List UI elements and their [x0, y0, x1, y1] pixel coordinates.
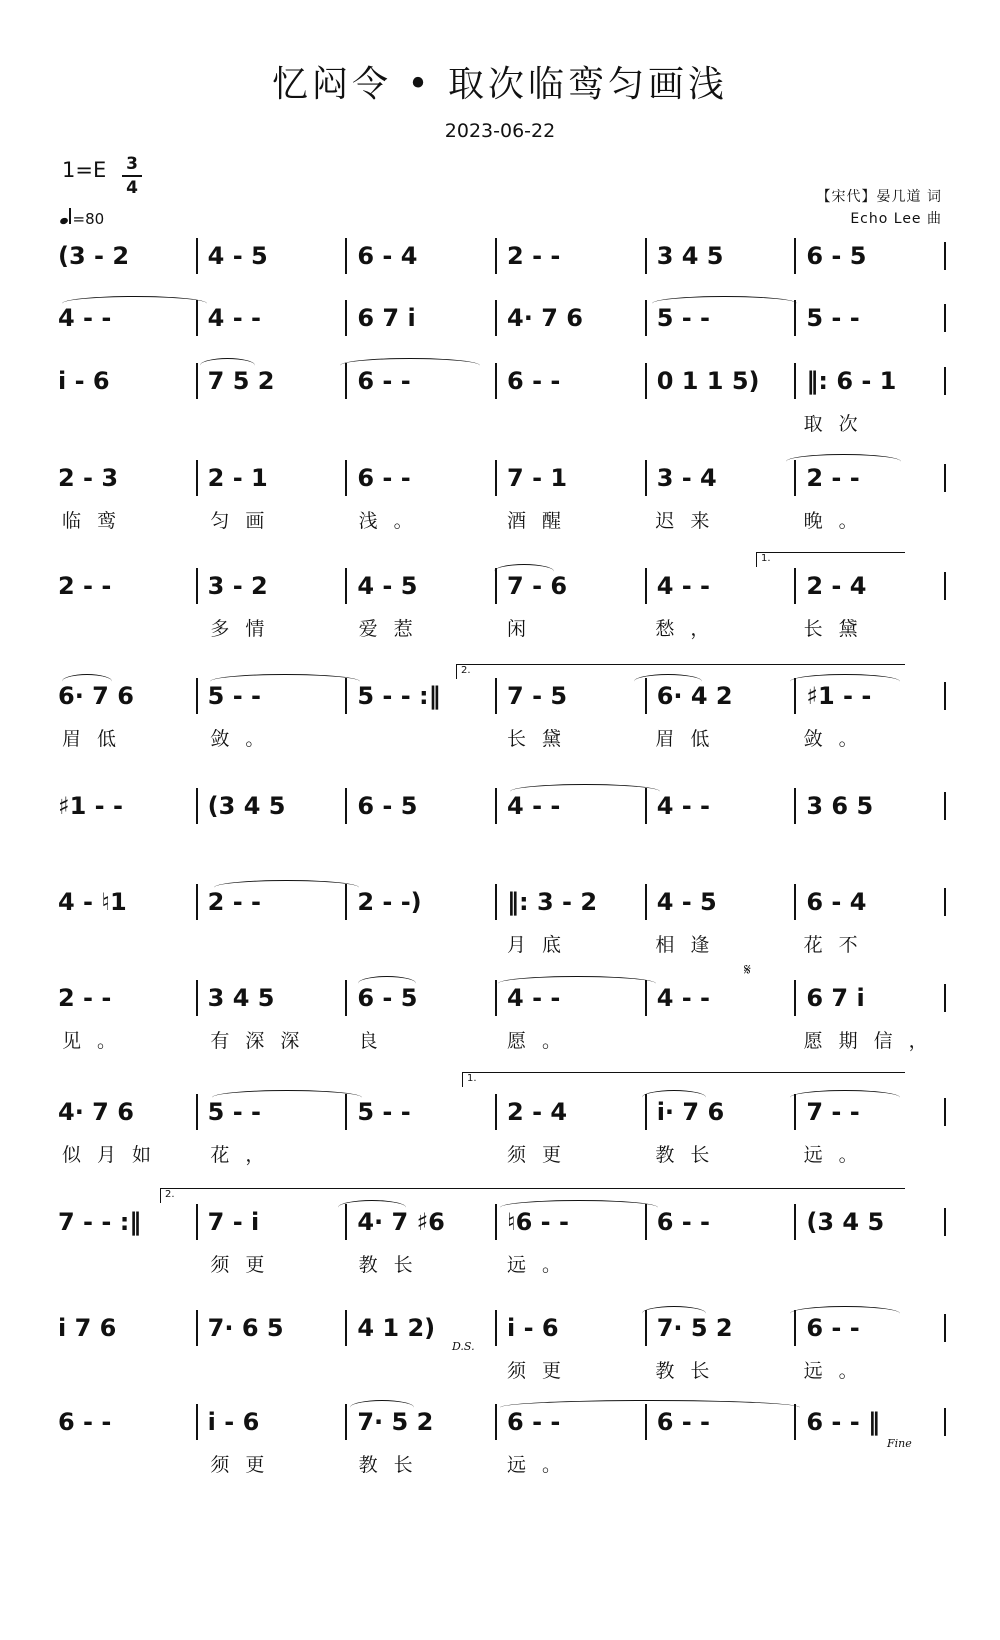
- measure: i· 7 6: [645, 1094, 795, 1130]
- barline: [944, 304, 946, 332]
- lyric-segment: [647, 409, 795, 439]
- measure: 4 - -: [645, 788, 795, 824]
- lyric-segment: [202, 409, 350, 439]
- lyric-segment: 远。: [803, 1144, 874, 1166]
- lyric-segment: 浅。: [358, 510, 429, 532]
- segno-mark: 𝄋: [744, 960, 751, 979]
- notes-row: [54, 788, 946, 824]
- lyric-segment: 匀画: [210, 510, 281, 532]
- time-signature-top: 3: [126, 154, 138, 174]
- barline: [944, 572, 946, 600]
- lyric-segment: [54, 1356, 202, 1386]
- fraction-bar: [122, 175, 142, 177]
- measure: 4· 7 ♯6: [345, 1204, 495, 1240]
- score-system: [54, 460, 946, 530]
- slur: [642, 1090, 706, 1105]
- measure: 7 - -: [794, 1094, 944, 1130]
- lyric-segment: 取次: [803, 413, 874, 435]
- measure: 6· 4 2: [645, 678, 795, 714]
- lyric-segment: [54, 1450, 202, 1480]
- measure: 7 - 1: [495, 460, 645, 496]
- lyric-segment: 愁，: [655, 618, 726, 640]
- measure: 3 - 4: [645, 460, 795, 496]
- measure: 6 - 5: [345, 788, 495, 824]
- barline: [944, 682, 946, 710]
- measure: ♯1 - -: [794, 678, 944, 714]
- measure: (3 - 2: [58, 242, 130, 270]
- lyric-segment: 须更: [506, 1360, 577, 1382]
- lyric-segment: 远。: [506, 1454, 577, 1476]
- lyric-segment: 教长: [358, 1454, 429, 1476]
- measure: 4 - 5: [196, 238, 346, 274]
- measure: 4· 7 6: [495, 300, 645, 336]
- measure: 4 - -: [645, 980, 795, 1016]
- lyric-segment: 教长: [655, 1144, 726, 1166]
- measure: 4 1 2): [345, 1310, 495, 1346]
- measure: 6 7 i: [794, 980, 944, 1016]
- lyric-segment: [351, 930, 499, 960]
- slur: [500, 1400, 800, 1415]
- lyric-segment: 愿期信，: [803, 1030, 944, 1052]
- measure: 4 - -: [495, 788, 645, 824]
- slur: [510, 784, 660, 799]
- measure: 3 4 5: [196, 980, 346, 1016]
- measure: 5 - -: [196, 678, 346, 714]
- measure: 4 - -: [196, 300, 346, 336]
- measure: i - 6: [196, 1404, 346, 1440]
- measure: 6 - -: [58, 1408, 112, 1436]
- measure: 6 - 4: [345, 238, 495, 274]
- lyric-segment: 眉低: [655, 728, 726, 750]
- measure: ♯1 - -: [58, 792, 123, 820]
- lyric-segment: 长黛: [803, 618, 874, 640]
- lyric-segment: [499, 409, 647, 439]
- score-system: [54, 788, 946, 858]
- measure: 2 - -: [794, 460, 944, 496]
- barline: [944, 1408, 946, 1436]
- lyrics-row: [54, 409, 946, 439]
- measure: 6 - -: [495, 363, 645, 399]
- lyric-segment: [54, 614, 202, 644]
- lyric-segment: 须更: [210, 1254, 281, 1276]
- lyric-segment: 须更: [210, 1454, 281, 1476]
- measure: 2 - -: [58, 572, 112, 600]
- measure: 3 - 2: [196, 568, 346, 604]
- measure: 2 - 3: [58, 464, 119, 492]
- measure: 6 - -: [495, 1404, 645, 1440]
- measure: 6· 7 6: [58, 682, 134, 710]
- slur: [212, 1090, 362, 1105]
- lyric-segment: [54, 409, 202, 439]
- slur: [62, 674, 112, 689]
- ds-mark: D.S.: [452, 1340, 475, 1353]
- measure: 6 - 5: [794, 238, 944, 274]
- measure: 2 - 1: [196, 460, 346, 496]
- lyricist: 【宋代】晏几道 词: [816, 189, 942, 205]
- slur: [494, 564, 554, 579]
- measure: 4 - -: [58, 304, 112, 332]
- measure: 6 7 i: [345, 300, 495, 336]
- measure: 7· 5 2: [345, 1404, 495, 1440]
- lyric-segment: 酒醒: [506, 510, 577, 532]
- lyric-segment: 有深深: [210, 1030, 316, 1052]
- measure: 2 - 4: [495, 1094, 645, 1130]
- slur: [350, 1400, 414, 1415]
- barline: [944, 367, 946, 395]
- lyric-segment: [647, 1250, 795, 1280]
- lyrics-row: [54, 506, 946, 536]
- measure: 7· 6 5: [196, 1310, 346, 1346]
- lyric-segment: 花，: [210, 1144, 281, 1166]
- lyrics-row: [54, 1356, 946, 1386]
- measure: 4 - 5: [645, 884, 795, 920]
- measure: 5 - -: [794, 300, 944, 336]
- slur: [786, 454, 901, 469]
- measure: 2 - -): [345, 884, 495, 920]
- lyric-segment: 多情: [210, 618, 281, 640]
- measure: 7· 5 2: [645, 1310, 795, 1346]
- lyric-segment: 须更: [506, 1144, 577, 1166]
- lyric-segment: 长黛: [506, 728, 577, 750]
- measure: 5 - -: [345, 1094, 495, 1130]
- barline: [944, 464, 946, 492]
- measure: 5 - -: [196, 1094, 346, 1130]
- barline: [944, 242, 946, 270]
- measure: 6 - -: [645, 1204, 795, 1240]
- lyric-segment: 远。: [803, 1360, 874, 1382]
- measure: i - 6: [58, 367, 110, 395]
- slur: [358, 976, 416, 991]
- lyric-segment: 眉低: [62, 728, 133, 750]
- lyric-segment: 远。: [506, 1254, 577, 1276]
- lyric-segment: 教长: [358, 1254, 429, 1276]
- slur: [210, 674, 360, 689]
- slur: [214, 880, 359, 895]
- lyric-segment: [351, 409, 499, 439]
- date: 2023-06-22: [444, 120, 556, 142]
- lyric-segment: 闲: [506, 618, 542, 640]
- lyric-segment: [647, 1450, 795, 1480]
- measure: 4 - -: [495, 980, 645, 1016]
- lyric-segment: 良: [358, 1030, 394, 1052]
- time-signature: [122, 154, 142, 198]
- measure: ‖: 3 - 2: [495, 884, 645, 920]
- lyric-segment: 临鸾: [62, 510, 133, 532]
- measure: 4· 7 6: [58, 1098, 134, 1126]
- measure: 4 - ♮1: [58, 888, 127, 916]
- measure: 3 4 5: [645, 238, 795, 274]
- lyrics-row: [54, 1250, 946, 1280]
- lyric-segment: 教长: [655, 1360, 726, 1382]
- measure: 6 - 4: [794, 884, 944, 920]
- measure: 3 6 5: [794, 788, 944, 824]
- measure: 7 - 5: [495, 678, 645, 714]
- measure: 7 5 2: [196, 363, 346, 399]
- lyric-segment: 愿。: [506, 1030, 577, 1052]
- measure: 6 - -: [794, 1310, 944, 1346]
- lyric-segment: 相逢: [655, 934, 726, 956]
- measure: 5 - -: [645, 300, 795, 336]
- lyric-segment: [202, 930, 350, 960]
- quarter-note-icon: [59, 217, 69, 225]
- lyric-segment: 敛。: [803, 728, 874, 750]
- volta-bracket-1: 1.: [462, 1072, 905, 1087]
- notes-row: [54, 884, 946, 920]
- slur: [642, 1306, 706, 1321]
- key-signature: 1=E: [62, 158, 107, 182]
- barline: [944, 984, 946, 1012]
- measure: 7 - 6: [495, 568, 645, 604]
- measure: 0 1 1 5): [645, 363, 795, 399]
- volta-bracket-2: 2.: [456, 664, 905, 679]
- lyrics-row: [54, 1140, 946, 1170]
- slur: [790, 674, 900, 689]
- notes-row: [54, 238, 946, 274]
- score-system: [54, 884, 946, 954]
- measure: 5 - - :‖: [345, 678, 495, 714]
- lyric-segment: [351, 1356, 499, 1386]
- measure: 4 - 5: [345, 568, 495, 604]
- lyric-segment: 爱惹: [358, 618, 429, 640]
- slur: [500, 1200, 658, 1215]
- barline: [944, 1098, 946, 1126]
- measure: 6 - 5: [345, 980, 495, 1016]
- measure: (3 4 5: [196, 788, 346, 824]
- measure: 2 - 4: [794, 568, 944, 604]
- lyrics-row: [54, 1450, 946, 1480]
- slur: [790, 1090, 900, 1105]
- slur: [338, 1200, 406, 1215]
- lyric-segment: [351, 1140, 499, 1170]
- lyric-segment: 晚。: [803, 510, 874, 532]
- lyric-segment: 花不: [803, 934, 874, 956]
- barline: [944, 888, 946, 916]
- lyric-segment: [54, 1250, 202, 1280]
- slur: [498, 976, 656, 991]
- measure: i - 6: [495, 1310, 645, 1346]
- song-title: 忆闷令 • 取次临鸾匀画浅: [271, 64, 729, 105]
- measure: 2 - -: [495, 238, 645, 274]
- slur: [790, 1306, 900, 1321]
- barline: [944, 1314, 946, 1342]
- measure: 7 - i: [196, 1204, 346, 1240]
- notes-row: [54, 363, 946, 399]
- lyric-segment: [202, 1356, 350, 1386]
- lyric-segment: [351, 724, 499, 754]
- lyric-segment: [796, 1250, 944, 1280]
- lyrics-row: [54, 930, 946, 960]
- barline: [944, 792, 946, 820]
- lyrics-row: [54, 1026, 946, 1056]
- measure: i 7 6: [58, 1314, 117, 1342]
- score-system: [54, 363, 946, 433]
- lyric-segment: [796, 1450, 944, 1480]
- lyrics-row: [54, 724, 946, 754]
- measure: ‖: 6 - 1: [794, 363, 944, 399]
- measure: 6 - -: [645, 1404, 795, 1440]
- measure: ♮6 - -: [495, 1204, 645, 1240]
- lyric-segment: 似月如: [62, 1144, 168, 1166]
- slur: [634, 674, 702, 689]
- lyric-segment: 敛。: [210, 728, 281, 750]
- measure: 4 - -: [645, 568, 795, 604]
- barline: [944, 1208, 946, 1236]
- tempo-marking: [60, 208, 104, 228]
- lyric-segment: 迟来: [655, 510, 726, 532]
- lyric-segment: [54, 930, 202, 960]
- lyric-segment: [647, 1026, 795, 1056]
- measure: 6 - -: [345, 363, 495, 399]
- composer: Echo Lee 曲: [850, 211, 942, 227]
- measure: 6 - -: [345, 460, 495, 496]
- volta-bracket-1: 1.: [756, 552, 905, 567]
- tempo-value: =80: [72, 210, 105, 228]
- slur: [340, 358, 480, 373]
- measure: 2 - -: [58, 984, 112, 1012]
- measure: 7 - - :‖: [58, 1208, 142, 1236]
- time-signature-bottom: 4: [126, 178, 138, 198]
- lyric-segment: 月底: [506, 934, 577, 956]
- lyric-segment: 见。: [62, 1030, 133, 1052]
- measure: 2 - -: [196, 884, 346, 920]
- fine-mark: Fine: [887, 1437, 912, 1450]
- note-stem: [69, 208, 71, 224]
- measure: (3 4 5: [794, 1204, 944, 1240]
- volta-bracket-2: 2.: [160, 1188, 905, 1203]
- slur: [200, 358, 255, 373]
- slur: [652, 296, 797, 311]
- slur: [62, 296, 207, 311]
- lyrics-row: [54, 614, 946, 644]
- measure: 6 - - ‖: [794, 1404, 944, 1440]
